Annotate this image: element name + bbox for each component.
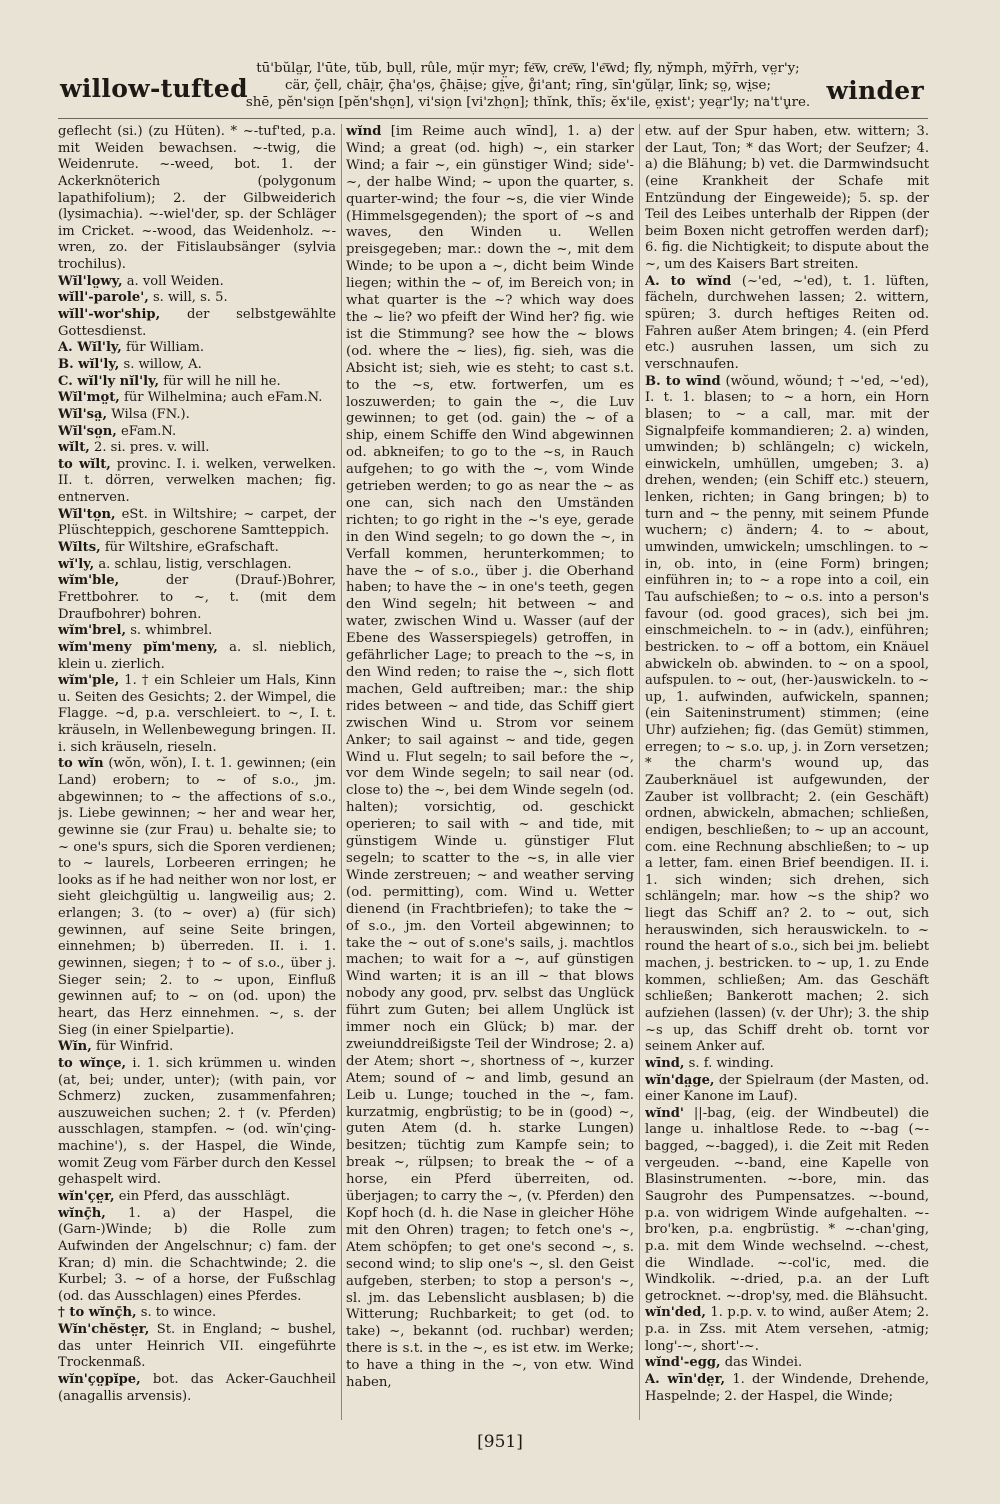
column-2 bbox=[346, 124, 634, 1424]
entry-headword: to wĭn bbox=[58, 756, 104, 772]
entry-headword: Wĭn'chĕste̤r, bbox=[58, 1322, 150, 1338]
column-3 bbox=[645, 124, 929, 1424]
entry-text: provinc. I. i. welken, verwelken. II. t. dörren, verwelken machen; fig. entnerven. bbox=[58, 456, 336, 506]
entry-headword: wĭm'meny pĭm'meny, bbox=[58, 639, 218, 655]
dictionary-entry bbox=[58, 390, 336, 407]
entry-headword: wĭll'-parole', bbox=[58, 290, 149, 306]
dictionary-entry bbox=[58, 557, 336, 574]
page-number: [951] bbox=[477, 1432, 523, 1452]
entry-text: (wŏund, wŏund; † ~'ed, ~'ed), I. t. 1. blasen; to ~ a horn, ein Horn blasen; to ~ a call, mar. mit der Signalpfeife kommandieren; 2. a) winden, umwinden; b) schlängeln; c) wickeln, einwickeln, umhüllen, umgeben; 3. a) drehen, wenden; (ein Schiff etc.) steuern, lenken, richten; in Gang bringen; b) to turn and ~ the penny, mit seinem Pfunde wuchern; c) ändern; 4. to ~ about, umwinden, umwickeln; umschlingen. to ~ in, ob. into, in (eine Form) bringen; einführen in; to ~ a rope into a coil, ein Tau aufschießen; to ~ o.s. into a person's favour (od. good graces), sich bei jm. einschmeicheln. to ~ in (adv.), einführen; bestricken. to ~ off a bottom, ein Knäuel abwickeln ob. abwinden. to ~ on a spool, aufspulen. to ~ out, (her-)auswickeln. to ~ up, 1. aufwinden, aufwickeln, spannen; (ein Saiteninstrument) stimmen; (eine Uhr) aufziehen; fig. (das Gemüt) stimmen, erregen; to ~ s.o. up, j. in Zorn versetzen; * the charm's wound up, das Zauberknäuel ist aufgewunden, der Zauber ist vollbracht; 2. (ein Geschäft) ordnen, abwickeln, abmachen; schließen, endigen, beschließen; to ~ up an account, com. eine Rechnung abschließen; to ~ up a letter, fam. einen Brief beendigen. II. i. 1. sich winden; sich drehen, sich schlängeln; mar. how ~s the ship? wo liegt das Schiff an? 2. to ~ out, sich herauswinden, sich herauswickeln. to ~ round the heart of s.o., sich bei jm. beliebt machen, j. bestricken. to ~ up, 1. zu Ende kommen, schließen; Am. das Geschäft schließen; Bankerott machen; 2. sich aufziehen (lassen) (v. der Uhr); 3. the ship ~s up, das Schiff dreht ob. tornt vor seinem Anker auf. bbox=[645, 373, 929, 1055]
right-running-headword: winder bbox=[826, 76, 924, 105]
page-header bbox=[58, 58, 928, 114]
entry-text: für Wilhelmina; auch eFam.N. bbox=[124, 390, 323, 406]
dictionary-entry bbox=[58, 307, 336, 340]
dictionary-entry bbox=[58, 573, 336, 623]
entry-text: der Spielraum (der Masten, od. einer Kanone im Lauf). bbox=[645, 1072, 929, 1105]
entry-headword: wĭm'ble, bbox=[58, 573, 120, 589]
entry-headword: A. Wĭl'ly, bbox=[58, 340, 122, 356]
entry-headword: Wĭl'to̤n, bbox=[58, 506, 116, 522]
dictionary-entry bbox=[58, 623, 336, 640]
entry-headword: wĭll'-wor'ship, bbox=[58, 307, 161, 323]
entry-text: für Wiltshire, eGrafschaft. bbox=[104, 540, 279, 556]
entry-headword: A. wīn'de̤r, bbox=[645, 1372, 726, 1388]
dictionary-entry bbox=[58, 1372, 336, 1405]
entry-headword: wĭm'brel, bbox=[58, 623, 127, 639]
entry-text: der selbstgewählte Gottesdienst. bbox=[58, 307, 336, 339]
entry-text: 1. † ein Schleier um Hals, Kinn u. Seiten des Gesichts; 2. der Wimpel, die Flagge. ~d, p.a. verschleiert. to ~, I. t. kräuseln, in Wellenbewegung bringen. II. i. sich kräuseln, rieseln. bbox=[58, 673, 336, 755]
dictionary-entry bbox=[58, 1189, 336, 1206]
column-1 bbox=[58, 124, 336, 1424]
entry-text: s. f. winding. bbox=[688, 1055, 774, 1071]
pronunciation-key-line: shē, pĕn'sio̤n [pĕn'sho̤n], vi'sio̤n [vi'zho̤n]; thĭnk, thĭs; ĕx'ile, e̤xist'; yea̤r'ly; na't'u̥re. bbox=[245, 95, 811, 110]
dictionary-entry bbox=[58, 407, 336, 424]
entry-headword: wĭn'ço̤pĭpe, bbox=[58, 1372, 141, 1388]
dictionary-entry bbox=[58, 274, 336, 291]
entry-text: s. will, s. 5. bbox=[152, 290, 228, 306]
entry-text: St. in England; ~ bushel, das unter Heinrich VII. eingeführte Trockenmaß. bbox=[58, 1322, 336, 1371]
entry-text: eSt. in Wiltshire; ~ carpet, der Plüschteppich, geschorene Samtteppich. bbox=[58, 506, 336, 539]
dictionary-entry bbox=[645, 1056, 929, 1073]
entry-headword: wĭ'ly, bbox=[58, 556, 95, 572]
entry-text: a. voll Weiden. bbox=[126, 273, 224, 289]
entry-text: geflecht (si.) (zu Hüten). * ~-tuf'ted, p.a. mit Weiden bewachsen. ~-twig, die Weidenrute. ~-weed, bot. 1. der Ackerknöterich (polygonum lapathifolium); 2. der Gilbweiderich (lysimachia). ~-wiel'der, sp. der Schläger im Cricket. ~-wood, das Weidenholz. ~-wren, zo. der Fitislaubsänger (sylvia trochilus). bbox=[58, 124, 336, 273]
dictionary-entry bbox=[58, 290, 336, 307]
dictionary-entry bbox=[58, 357, 336, 374]
entry-headword: wĭnd'-egg, bbox=[645, 1355, 721, 1371]
dictionary-entry bbox=[645, 1106, 929, 1306]
entry-headword: Wĭl'mo̤t, bbox=[58, 390, 120, 406]
entry-text: bot. das Acker-Gauchheil (anagallis arvensis). bbox=[58, 1372, 336, 1404]
entry-text: a. sl. nieblich, klein u. zierlich. bbox=[58, 639, 336, 672]
dictionary-entry bbox=[58, 540, 336, 557]
dictionary-entry bbox=[645, 1372, 929, 1405]
dictionary-entry bbox=[58, 1056, 336, 1189]
dictionary-entry bbox=[58, 124, 336, 274]
dictionary-entry bbox=[58, 457, 336, 507]
entry-headword: wĭnç̄h, bbox=[58, 1205, 106, 1221]
entry-text: ||-bag, (eig. der Windbeutel) die lange u. inhaltlose Rede. to ~-bag (~-bagged, ~-bagged), i. die Zeit mit Reden vergeuden. ~-band, eine Kapelle von Blasinstrumenten. ~-bore, min. das Saugrohr des Pumpensatzes. ~-bound, p.a. von widrigem Winde aufgehalten. ~-bro'ken, p.a. engbrüstig. * ~-chan'ging, p.a. mit dem Winde wechselnd. ~-chest, die Windlade. ~-col'ic, med. die Windkolik. ~-dried, p.a. an der Luft getrocknet. ~-drop'sy, med. die Blähsucht. bbox=[645, 1105, 929, 1304]
entry-headword: Wĭl'lo̤wy, bbox=[58, 273, 123, 289]
dictionary-entry bbox=[58, 440, 336, 457]
dictionary-entry bbox=[645, 1355, 929, 1372]
entry-text: für will he nill he. bbox=[163, 373, 281, 389]
entry-text: 1. der Windende, Drehende, Haspelnde; 2. der Haspel, die Winde; bbox=[645, 1372, 929, 1404]
column-divider bbox=[341, 124, 342, 1420]
dictionary-entry bbox=[58, 1206, 336, 1306]
entry-headword: wĭn'da̤ge, bbox=[645, 1072, 715, 1088]
entry-text: eFam.N. bbox=[121, 423, 177, 439]
entry-headword: Wĭn, bbox=[58, 1039, 92, 1055]
entry-text: s. willow, A. bbox=[123, 356, 202, 372]
pronunciation-key bbox=[228, 60, 828, 111]
entry-headword: wīnd, bbox=[645, 1055, 685, 1071]
dictionary-entry bbox=[645, 1305, 929, 1355]
dictionary-entry bbox=[58, 424, 336, 441]
pronunciation-key-line: tū'bŭla̤r, l'ūte, tŭb, bụll, rûle, mụ̈r my̤r; fe͞w, cre͞w, l'e͞wd; fl̄y, ny̆mph, my̆r̄rh, ve̤r'y; bbox=[256, 61, 800, 76]
entry-text: 1. p.p. v. to wind, außer Atem; 2. p.a. in Zss. mit Atem versehen, -atmig; long'-~, short'-~. bbox=[645, 1305, 929, 1354]
entry-headword: C. wĭl'ly nĭl'ly, bbox=[58, 373, 160, 389]
entry-text: für Winfrid. bbox=[95, 1039, 174, 1055]
column-divider bbox=[639, 124, 640, 1420]
dictionary-entry bbox=[58, 507, 336, 540]
dictionary-entry bbox=[58, 640, 336, 673]
dictionary-entry bbox=[346, 124, 634, 1392]
entry-headword: Wĭl'so̤n, bbox=[58, 423, 117, 439]
entry-headword: B. to wīnd bbox=[645, 373, 721, 389]
entry-headword: wĭlt, bbox=[58, 440, 90, 456]
entry-text: a. schlau, listig, verschlagen. bbox=[98, 556, 292, 572]
entry-headword: Wĭlts, bbox=[58, 540, 101, 556]
entry-text: das Windei. bbox=[724, 1355, 803, 1371]
entry-text: etw. auf der Spur haben, etw. wittern; 3. der Laut, Ton; * das Wort; der Seufzer; 4. a) die Blähung; b) vet. die Darmwindsucht (eine Krankheit der Schafe mit Entzündung der Eingeweide); 5. sp. der Teil des Leibes unterhalb der Rippen (der beim Boxen nicht getroffen werden darf); 6. fig. die Nichtigkeit; to dispute about the ~, um des Kaisers Bart streiten. bbox=[645, 124, 929, 273]
entry-text: Wilsa (FN.). bbox=[111, 406, 190, 422]
dictionary-entry bbox=[645, 374, 929, 1056]
entry-text: i. 1. sich krümmen u. winden (at, bei; under, unter); (with pain, vor Schmerz) zucken, zusammenfahren; auszuweichen suchen; 2. † (v. Pferden) ausschlagen, stampfen. ~ (od. wĭn'çing-machine'), s. der Haspel, die Winde, womit Zeug vom Färber durch den Kessel gehaspelt wird. bbox=[58, 1055, 336, 1188]
entry-text: 1. a) der Haspel, die (Garn-)Winde; b) die Rolle zum Aufwinden der Angelschnur; c) fam. der Kran; d) min. die Schachtwinde; 2. die Kurbel; 3. ~ of a horse, der Fußschlag (od. das Ausschlagen) eines Pferdes. bbox=[58, 1205, 336, 1304]
dictionary-entry bbox=[58, 756, 336, 1039]
entry-headword: wĭn'çe̤r, bbox=[58, 1189, 115, 1204]
entry-text: s. whimbrel. bbox=[130, 623, 213, 639]
header-rule bbox=[58, 118, 928, 119]
dictionary-entry bbox=[645, 274, 929, 374]
entry-text: (wŏn, wŏn), I. t. 1. gewinnen; (ein Land) erobern; to ~ of s.o., jm. abgewinnen; to ~ the affections of s.o., js. Liebe gewinnen; ~ her and wear her, gewinne sie (zur Frau) u. behalte sie; to ~ one's spurs, sich die Sporen verdienen; to ~ laurels, Lorbeeren erringen; he looks as if he had neither won nor lost, er sieht gleichgültig u. langweilig aus; 2. erlangen; 3. (to ~ over) a) (für sich) gewinnen, auf seine Seite bringen, einnehmen; b) überreden. II. i. 1. gewinnen, siegen; † to ~ of s.o., über j. Sieger sein; 2. to ~ upon, Einfluß gewinnen auf; to ~ on (od. upon) the heart, das Herz einnehmen. ~, s. der Sieg (in einer Spielpartie). bbox=[58, 756, 336, 1038]
entry-text: der (Drauf-)Bohrer, Frettbohrer. to ~, t. (mit dem Draufbohrer) bohren. bbox=[58, 573, 336, 622]
dictionary-entry bbox=[58, 1305, 336, 1322]
entry-headword: wĭn'ded, bbox=[645, 1305, 706, 1321]
entry-text: ein Pferd, das ausschlägt. bbox=[118, 1189, 290, 1204]
entry-headword: B. wĭl'ly, bbox=[58, 356, 120, 372]
left-running-headword: willow-tufted bbox=[60, 74, 248, 103]
entry-headword: wĭnd bbox=[346, 124, 382, 139]
entry-text: 2. si. pres. v. will. bbox=[94, 440, 210, 456]
entry-headword: A. to wĭnd bbox=[645, 273, 732, 289]
entry-headword: to wĭlt, bbox=[58, 456, 111, 472]
entry-text: s. to wince. bbox=[140, 1305, 217, 1321]
dictionary-entry bbox=[58, 340, 336, 357]
entry-headword: wĭm'ple, bbox=[58, 673, 120, 689]
dictionary-entry bbox=[58, 673, 336, 756]
pronunciation-key-line: cär, ç̆ell, chāi̤r, ç̄ha'o̤s, ç̄hāi̤se; gi̤ve, g̊i'ant; rīng, sīn'gŭla̤r, līnk; so̤, wi̤se; bbox=[285, 78, 771, 93]
entry-headword: wĭnd' bbox=[645, 1105, 684, 1121]
dictionary-entry bbox=[645, 124, 929, 274]
entry-headword: to wĭnçe, bbox=[58, 1055, 127, 1071]
entry-text: für William. bbox=[126, 340, 205, 356]
entry-headword: Wĭl'sa̤, bbox=[58, 406, 108, 422]
entry-headword: † to wĭnç̄h, bbox=[58, 1305, 137, 1321]
entry-text: (~'ed, ~'ed), t. 1. lüften, fächeln, durchwehen lassen; 2. wittern, spüren; 3. durch heftiges Reiten od. Fahren außer Atem bringen; 4. (ein Pferd etc.) ausruhen lassen, um sich zu verschnaufen. bbox=[645, 273, 929, 372]
dictionary-entry bbox=[58, 1322, 336, 1372]
dictionary-entry bbox=[58, 374, 336, 391]
entry-text: [im Reime auch wīnd], 1. a) der Wind; a great (od. high) ~, ein starker Wind; a fair ~, ein günstiger Wind; side'-~, der halbe Wind; ~ upon the quarter, s. quarter-wind; the four ~s, die vier Winde (Himmelsgegenden); the sport of ~s and waves, den Winden u. Wellen preisgegeben; mar.: down the ~, mit dem Winde; to be upon a ~, dicht beim Winde liegen; within the ~ of, im Bereich von; in what quarter is the ~? which way does the ~ lie? wo pfeift der Wind her? fig. wie ist die Stimmung? see how the ~ blows (od. where the ~ lies), fig. sieh, was die Absicht ist; sieh, wie es steht; to cast s.t. to the ~s, etw. fortwerfen, um es loszuwerden; to gain the ~, die Luv gewinnen; to get (od. gain) the ~ of a ship, einem Schiffe den Wind abgewinnen od. abkneifen; to go to the ~s, in Rauch aufgehen; to go with the ~, vom Winde getrieben werden; to go as near the ~ as one can, sich nach den Umständen richten; to go right in the ~'s eye, gerade in den Wind segeln; to go down the ~, in Verfall kommen, herunterkommen; to have the ~ of s.o., über j. die Oberhand haben; to have the ~ in one's teeth, gegen den Wind segeln; hit between ~ and water, zwischen Wind u. Wasser (auf der Ebene des Wasserspiegels) getroffen, in gefährlicher Lage; to preach to the ~s, in den Wind reden; to raise the ~, sich flott machen, Geld auftreiben; mar.: the ship rides between ~ and tide, das Schiff giert zwischen Wind u. Strom vor seinem Anker; to sail against ~ and tide, gegen Wind u. Flut segeln; to sail before the ~, vor dem Winde segeln; to sail near (od. close to) the ~, bei dem Winde segeln (od. halten); vorsichtig, od. geschickt operieren; to sail with ~ and tide, mit günstigem Winde u. günstiger Flut segeln; to scatter to the ~s, in alle vier Winde zerstreuen; ~ and weather serving (od. permitting), com. Wind u. Wetter dienend (in Frachtbriefen); to take the ~ of s.o., jm. den Vorteil abgewinnen; to take the ~ out of s.one's sails, j. machtlos machen; to wait for a ~, auf günstigen Wind warten; it is an ill ~ that blows nobody any good, prv. selbst das Unglück führt zum Guten; bei allem Unglück ist immer noch ein Glück; b) mar. der zweiunddreißigste Teil der Windrose; 2. a) der Atem; short ~, shortness of ~, kurzer Atem; sound of ~ and limb, gesund an Leib u. Lunge; touched in the ~, fam. kurzatmig, engbrüstig; to be in (good) ~, guten Atem (d. h. starke Lungen) besitzen; tüchtig zum Kampfe sein; to break ~, rülpsen; to break the ~ of a horse, ein Pferd überreiten, od. überjagen; to carry the ~, (v. Pferden) den Kopf hoch (d. h. die Nase in gleicher Höhe mit den Ohren) tragen; to fetch one's ~, Atem schöpfen; to get one's second ~, s. second wind; to slip one's ~, sl. den Geist aufgeben, sterben; to stop a person's ~, sl. jm. das Lebenslicht ausblasen; b) die Witterung; Ruchbarkeit; to get (od. to take) ~, bekannt (od. ruchbar) werden; there is s.t. in the ~, es ist etw. im Werke; to have a thing in the ~, von etw. Wind haben, bbox=[346, 124, 634, 1391]
dictionary-entry bbox=[58, 1039, 336, 1056]
dictionary-entry bbox=[645, 1073, 929, 1106]
